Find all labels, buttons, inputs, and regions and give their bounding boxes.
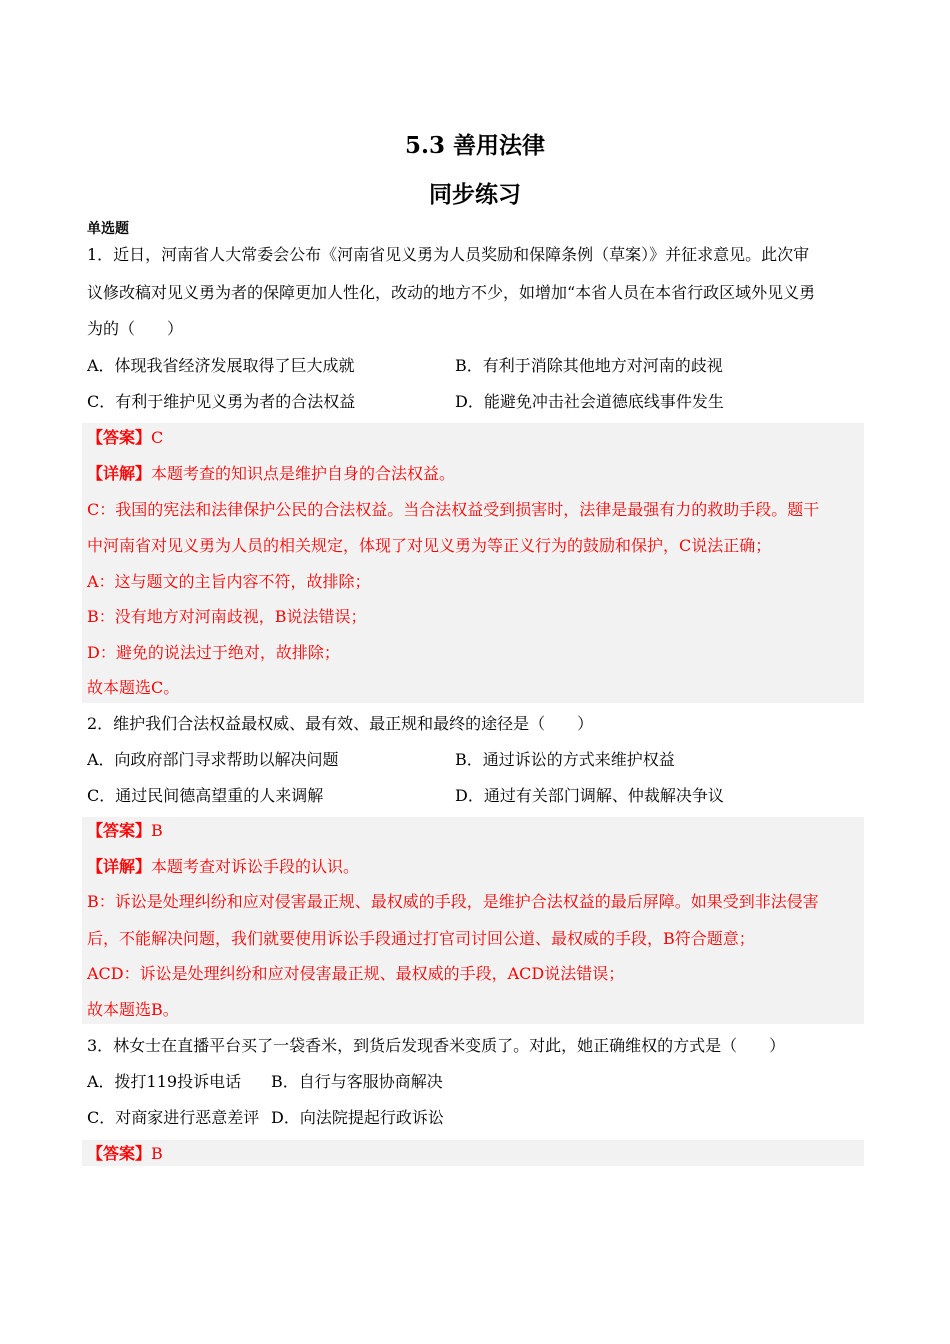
section-heading: 单选题 (87, 221, 129, 237)
page-title: 5.3 善用法律 (404, 132, 546, 159)
q2-analysis-line: ACD：诉讼是处理纠纷和应对侵害最正规、最权威的手段，ACD说法错误； (87, 964, 625, 983)
answer-value: C (151, 428, 164, 447)
detail-text: 本题考查的知识点是维护自身的合法权益。 (151, 464, 456, 483)
q1-answer (87, 428, 163, 448)
q1-analysis-line: 中河南省对见义勇为人员的相关规定，体现了对见义勇为等正义行为的鼓励和保护，C说法正确； (87, 536, 772, 555)
q2-analysis-line: 故本题选B。 (87, 1000, 179, 1019)
q2-analysis-line: 后，不能解决问题，我们就要使用诉讼手段通过打官司讨回公道、最权威的手段，B符合题意； (87, 929, 755, 948)
detail-text: 本题考查对诉讼手段的认识。 (151, 857, 360, 876)
q1-analysis-line: D：避免的说法过于绝对，故排除； (87, 643, 340, 662)
q1-stem-line: 为的（ ） (87, 319, 184, 338)
q2-option-b: B．通过诉讼的方式来维护权益 (455, 750, 675, 769)
detail-tag: 【详解】 (87, 464, 152, 483)
q1-option-c: C．有利于维护见义勇为者的合法权益 (87, 392, 356, 411)
q3-option-a: A．拨打119投诉电话 (87, 1072, 242, 1091)
q2-stem-line: 2．维护我们合法权益最权威、最有效、最正规和最终的途径是（ ） (87, 714, 594, 733)
q3-option-c: C．对商家进行恶意差评 (87, 1108, 260, 1127)
q1-stem-line: 1．近日，河南省人大常委会公布《河南省见义勇为人员奖励和保障条例（草案）》并征求意见。此次审 (87, 245, 810, 264)
q3-answer-panel (82, 1140, 864, 1166)
q1-analysis-line: C：我国的宪法和法律保护公民的合法权益。当合法权益受到损害时，法律是最强有力的救助手段。题干 (87, 500, 820, 519)
q1-stem-line: 议修改稿对见义勇为者的保障更加人性化，改动的地方不少，如增加“本省人员在本省行政区域外见义勇 (87, 283, 816, 302)
q1-option-a: A．体现我省经济发展取得了巨大成就 (87, 356, 355, 375)
q2-answer-panel (82, 817, 864, 1024)
detail-tag: 【详解】 (87, 857, 152, 876)
q2-answer (87, 821, 163, 841)
q1-option-b: B．有利于消除其他地方对河南的歧视 (455, 356, 723, 375)
q2-option-a: A．向政府部门寻求帮助以解决问题 (87, 750, 339, 769)
answer-tag: 【答案】 (87, 428, 152, 447)
q1-analysis-line: B：没有地方对河南歧视，B说法错误； (87, 607, 367, 626)
answer-value: B (151, 1144, 163, 1163)
q3-stem-line: 3．林女士在直播平台买了一袋香米，到货后发现香米变质了。对此，她正确维权的方式是（ ） (87, 1036, 786, 1055)
q1-analysis-line: A：这与题文的主旨内容不符，故排除； (87, 572, 371, 591)
q1-option-d: D．能避免冲击社会道德底线事件发生 (455, 392, 724, 411)
answer-value: B (151, 821, 163, 840)
q1-detail (87, 464, 455, 484)
q3-option-b: B．自行与客服协商解决 (271, 1072, 443, 1091)
q1-analysis-line: 故本题选C。 (87, 678, 180, 697)
answer-tag: 【答案】 (87, 821, 152, 840)
q2-analysis-line: B：诉讼是处理纠纷和应对侵害最正规、最权威的手段，是维护合法权益的最后屏障。如果受到非法侵害 (87, 892, 819, 911)
q2-option-c: C．通过民间德高望重的人来调解 (87, 786, 324, 805)
page-subtitle: 同步练习 (429, 181, 521, 208)
q3-option-d: D．向法院提起行政诉讼 (271, 1108, 444, 1127)
q2-detail (87, 857, 359, 877)
answer-tag: 【答案】 (87, 1144, 152, 1163)
q3-answer (87, 1144, 163, 1164)
q2-option-d: D．通过有关部门调解、仲裁解决争议 (455, 786, 724, 805)
